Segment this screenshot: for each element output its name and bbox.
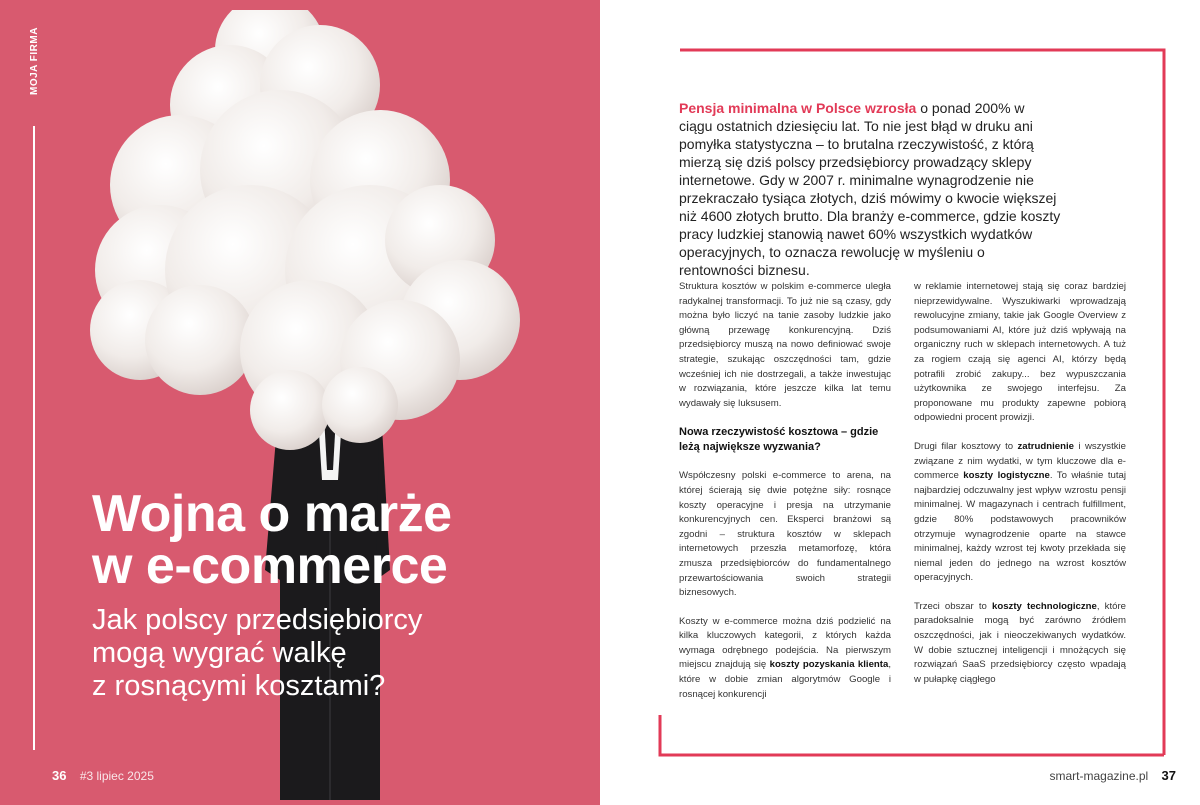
col2-paragraph-2: Drugi filar kosztowy to zatrudnienie i wszystkie związane z nim wydatki, w tym kluczowe dla e-commerce koszty logistyczne. To właśnie tutaj najbardziej odczuwalny jest wpływ wzrostu pensji minimalnej. W magazynach i centrach fulfillment, gdzie 80% podstawowych pracowników otrzymuje wynagrodzenie oparte na stawce minimalnej, każdy wzrost tej kwoty przekłada się niemal jeden do jednego na wzrost kosztów operacyjnych. [914,440,1126,584]
right-page [600,0,1200,805]
issue-label: #3 lipiec 2025 [79,769,154,783]
subheadline: Jak polscy przedsiębiorcy mogą wygrać walkę z rosnącymi kosztami? [92,604,423,702]
footer-left [52,768,154,783]
article-column-1 [679,280,891,716]
vertical-rule [33,126,35,750]
site-url: smart-magazine.pl [1049,769,1149,783]
page-number-right: 37 [1161,768,1176,783]
col1-paragraph-3: Koszty w e-commerce można dziś podzielić na kilka kluczowych kategorii, z których każda wymaga odrębnego podejścia. Na pierwszym miejscu znajdują się koszty pozyskania klienta, które w dobie zmian algorytmów Google i rosnącej konkurencji [679,615,891,700]
article-column-2 [914,280,1126,701]
lead-text: o ponad 200% w ciągu ostatnich dziesięciu lat. To nie jest błąd w druku ani pomyłka statystyczna – to brutalna rzeczywistość, z którą mierzą się dziś polscy przedsiębiorcy prowadzący sklepy internetowe. Gdy w 2007 r. minimalne wynagrodzenie nie przekraczało tysiąca złotych, dziś mówimy o kwocie większej niż 4600 złotych brutto. Dla branży e-commerce, gdzie koszty pracy ludzkiej stanowią nawet 60% wszystkich wydatków operacyjnych, to oznacza rewolucję w myśleniu o rentowności biznesu. [679,100,1061,278]
section-heading: Nowa rzeczywistość kosztowa – gdzie leżą największe wyzwania? [679,426,879,454]
lead-highlight: Pensja minimalna w Polsce wzrosła [679,100,917,116]
page-number-left: 36 [52,768,67,783]
cloud [90,10,520,450]
col1-paragraph-2: Współczesny polski e-commerce to arena, na której ścierają się dwie potężne siły: rosnące koszty operacyjne i presja na utrzymanie konkurencyjnych cen. Eksperci branżowi są zgodni – struktura kosztów w sklepach internetowych przeszła metamorfozę, która zmusza przedsiębiorców do fundamentalnego przewartościowania swoich strategii biznesowych. [679,470,891,599]
col2-paragraph-3: Trzeci obszar to koszty technologiczne, które paradoksalnie mogą być zarówno źródłem oszczędności, jak i nieoczekiwanych wydatków. W dobie sztucznej inteligencji i mnożących się rozwiązań SaaS przedsiębiorcy często wpadają w pułapkę ciągłego [914,600,1126,685]
col2-paragraph-1: w reklamie internetowej stają się coraz bardziej nieprzewidywalne. Wyszukiwarki wprowadzają rewolucyjne zmiany, takie jak Google Overview z podsumowaniami AI, które już dziś wpływają na organiczny ruch w sklepach internetowych. A tuż za rogiem czają się agenci AI, którzy będą potrafili zrobić zakupy... bez wypuszczania użytkownika ze swojego interfejsu. Za proponowane mu produkty zapewne pobiorą odpowiedni procent prowizji. [914,281,1126,424]
lead-paragraph [679,99,1061,279]
footer-right [1049,768,1176,783]
headline: Wojna o marże w e-commerce [92,485,452,595]
left-page: MOJA FIRMA Wojna o marże w e-commerce Jak polscy przedsiębiorcy mogą wygrać walkę z rosnącymi kosztami? 36 #3 lipiec 2025 [0,0,600,805]
col1-paragraph-1: Struktura kosztów w polskim e-commerce uległa radykalnej transformacji. To już nie są czasy, gdy można było liczyć na tanie zasoby ludzkie jako główną przewagę konkurencyjną. Dziś przedsiębiorcy muszą na nowo definiować swoje strategie, szukając oszczędności tam, gdzie wcześniej ich nie dostrzegali, a także inwestując w rozwiązania, które jeszcze kilka lat temu wydawały się luksusem. [679,281,891,409]
